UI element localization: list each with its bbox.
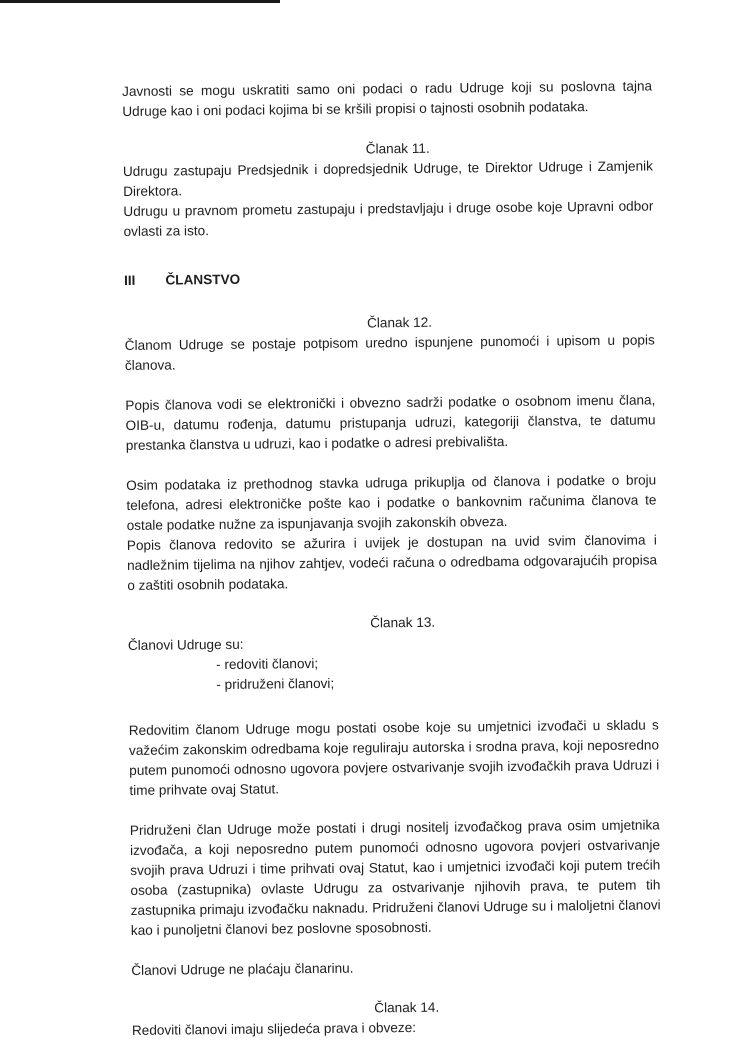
list-item: - redoviti članovi; [216,655,319,673]
article-heading: Članak 14. [374,999,440,1016]
paragraph: Osim podataka iz prethodnog stavka udruga prikuplja od članova i podatke o broju telefona, adresi elektroničke pošte kao i podatke o bankovnim računima članova te ostale podatke nužne za ispunjavanja svojih zakonskih obveza. [126,472,657,533]
paragraph: Udrugu zastupaju Predsjednik i dopredsjednik Udruge, te Direktor Udruge i Zamjenik Direktora. [122,158,653,199]
paragraph: Udrugu u pravnom prometu zastupaju i predstavljaju i druge osobe koje Upravni odbor ovlasti za isto. [123,198,654,239]
article-heading: Članak 12. [366,314,433,331]
paragraph: Redovitim članom Udruge mogu postati osobe koje su umjetnici izvođači u skladu s važećim zakonskim odredbama koje reguliraju autorska i srodna prava, koji neposredno putem punomoći odnosno ugovora povjere ostvarivanje svojih izvođačkih prava Udruzi i time prihvate ovaj Statut. [128,717,660,798]
paragraph: Popis članova vodi se elektronički i obvezno sadrži podatke o osobnom imenu člana, OIB-u, datumu rođenja, datumu pristupanja udruzi, kategoriji članstva, te datumu prestanka članstva u udruzi, kao i podatke o adresi prebivališta. [125,392,656,453]
document-page [122,76,662,1040]
section-number: III [124,272,136,288]
member-category-list [128,650,658,696]
section-title: ČLANSTVO [165,271,241,288]
paragraph: Javnosti se mogu uskratiti samo oni podaci o radu Udruge koji su poslovna tajna Udruge kao i oni podaci kojima bi se kršili propisi o tajnosti osobnih podataka. [122,78,653,119]
paragraph: Članovi Udruge su: [127,636,244,653]
scan-edge-rule [0,0,280,3]
paragraph: Popis članova redovito se ažurira i uvijek je dostupan na uvid svim članovima i nadležnim tijelima na njihov zahtjev, vodeći računa o odredbama odgovarajućih propisa o zaštiti osobnih podataka. [126,532,658,593]
list-item: - pridruženi članovi; [216,675,335,693]
paragraph: Članom Udruge se postaje potpisom uredno ispunjene punomoći i upisom u popis članova. [124,332,655,373]
article-heading: Članak 13. [370,614,436,631]
article-heading: Članak 11. [365,140,430,157]
paragraph: Pridruženi član Udruge može postati i drugi nositelj izvođačkog prava osim umjetnika izvođača, a koji neposredno putem punomoći odnosno ugovora povjeri ostvarivanje svojih prava Udruzi i time prihvati ovaj Statut, kao i umjetnici izvođači koji putem trećih osoba (zastupnika) ovlaste Udrugu za ostvarivanje njihovih prava, te putem tih zastupnika primaju izvođačku naknadu. Pridruženi članovi Udruge su i maloljetni članovi kao i punoljetni članovi bez poslovne sposobnosti. [129,817,661,938]
paragraph: Redoviti članovi imaju slijedeća prava i obveze: [131,1019,417,1038]
paragraph: Članovi Udruge ne plaćaju članarinu. [131,960,354,978]
